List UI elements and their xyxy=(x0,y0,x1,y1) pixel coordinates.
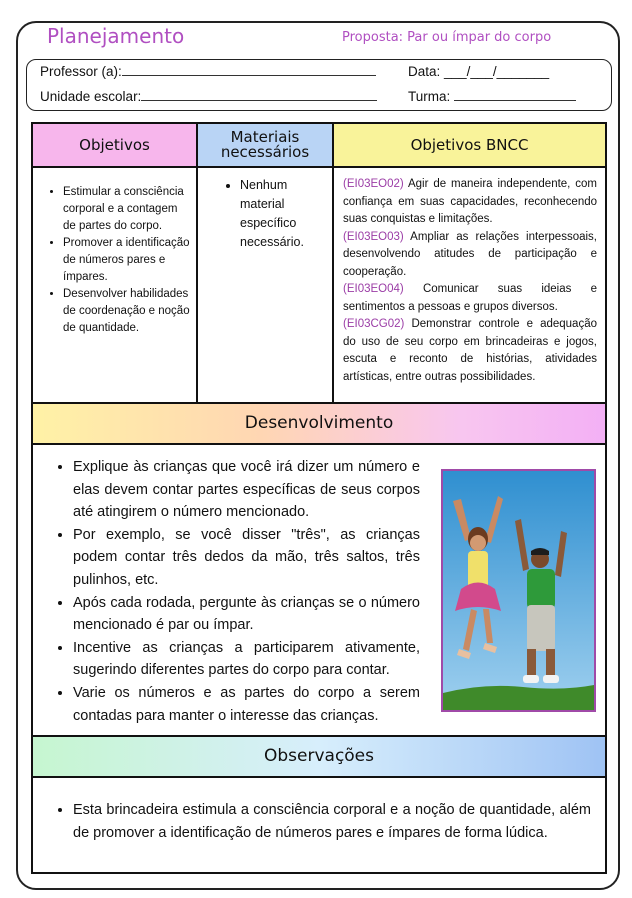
desenvolvimento-header xyxy=(31,402,607,445)
bncc-cell xyxy=(332,166,607,404)
objetivos-cell xyxy=(31,166,198,404)
bncc-header xyxy=(332,122,607,168)
date-label: Data: xyxy=(408,64,441,79)
list-item: • Incentive as crianças a participarem ativamente, sugerindo diferentes partes do corpo para contar. xyxy=(73,637,420,682)
school-field[interactable] xyxy=(40,89,377,104)
date-field[interactable] xyxy=(408,64,549,79)
list-item: • Nenhum material específico necessário. xyxy=(240,176,326,252)
list-item: • Esta brincadeira estimula a consciência corporal e a noção de quantidade, além de promover a identificação de números pares e ímpares de forma lúdica. xyxy=(73,799,591,845)
materiais-header-line1: Materiais xyxy=(230,128,300,146)
objetivos-list xyxy=(39,184,190,337)
bncc-text: Demonstrar controle e adequação do uso de seu corpo em brincadeiras e jogos, escuta e reconto de histórias, atividades artísticas, entre outras possibilidades. xyxy=(343,318,597,383)
bncc-code: (EI03EO03) xyxy=(343,230,404,243)
list-item: • Explique às crianças que você irá dizer um número e elas devem contar partes específicas de seus corpos até atingirem o número mencionado. xyxy=(73,456,420,524)
bncc-item xyxy=(343,229,597,282)
children-jumping-illustration xyxy=(443,471,594,710)
children-jumping-photo xyxy=(441,469,596,712)
desenvolvimento-list xyxy=(33,456,420,727)
observacoes-header xyxy=(31,735,607,778)
observacoes-list xyxy=(33,799,591,845)
list-item: • Por exemplo, se você disser "três", as crianças podem contar três dedos da mão, três saltos, três pulinhos, etc. xyxy=(73,524,420,592)
materiais-cell xyxy=(196,166,334,404)
list-item: • Estimular a consciência corporal e a contagem de partes do corpo. xyxy=(63,184,190,235)
materiais-list xyxy=(204,176,326,252)
school-blank[interactable] xyxy=(141,89,377,101)
proposal-title: Proposta: Par ou ímpar do corpo xyxy=(342,30,552,45)
bncc-item xyxy=(343,176,597,229)
objetivos-header xyxy=(31,122,198,168)
info-box xyxy=(26,59,612,111)
bncc-item xyxy=(343,281,597,316)
teacher-field[interactable] xyxy=(40,64,376,79)
class-blank[interactable] xyxy=(454,89,576,101)
bncc-header-label: Objetivos BNCC xyxy=(410,135,529,154)
date-blank[interactable]: ___/___/_______ xyxy=(444,64,550,79)
bncc-code: (EI03EO04) xyxy=(343,283,404,295)
page-title: Planejamento xyxy=(47,24,185,48)
bncc-item xyxy=(343,316,597,386)
objetivos-header-label: Objetivos xyxy=(79,135,150,154)
teacher-blank[interactable] xyxy=(122,64,376,76)
teacher-label: Professor (a): xyxy=(40,64,122,79)
class-field[interactable] xyxy=(408,89,576,104)
bncc-code: (EI03EO02) xyxy=(343,178,404,190)
bncc-code: (EI03CG02) xyxy=(343,318,405,330)
school-label: Unidade escolar: xyxy=(40,89,142,104)
bncc-text: Agir de maneira independente, com confiança em suas capacidades, reconhecendo suas conquistas e limitações. xyxy=(343,178,597,225)
list-item: • Desenvolver habilidades de coordenação e noção de quantidade. xyxy=(63,286,190,337)
materiais-header-line2: necessários xyxy=(220,143,310,161)
list-item: • Promover a identificação de números pares e ímpares. xyxy=(63,235,190,286)
list-item: • Varie os números e as partes do corpo a serem contadas para manter o interesse das crianças. xyxy=(73,682,420,727)
class-label: Turma: xyxy=(408,89,451,104)
observacoes-title: Observações xyxy=(263,746,375,766)
bncc-text: Ampliar as relações interpessoais, desenvolvendo atitudes de participação e cooperação. xyxy=(343,230,597,278)
bncc-text: Comunicar suas ideias e sentimentos a pessoas e grupos diversos. xyxy=(343,283,597,313)
desenvolvimento-title: Desenvolvimento xyxy=(244,413,394,433)
observacoes-cell xyxy=(31,776,607,874)
materiais-header xyxy=(196,122,334,168)
list-item: • Após cada rodada, pergunte às crianças se o número mencionado é par ou ímpar. xyxy=(73,592,420,637)
